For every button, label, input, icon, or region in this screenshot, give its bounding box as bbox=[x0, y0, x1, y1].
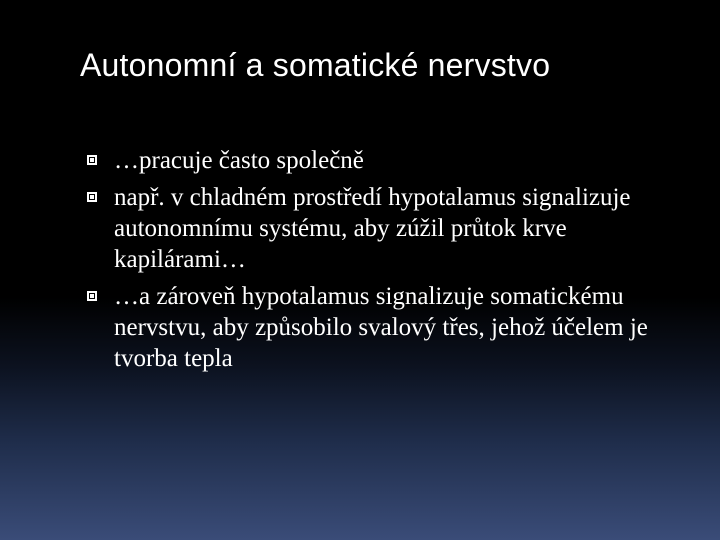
bullet-text: např. v chladném prostředí hypotalamus signalizuje autonomnímu systému, aby zúžil průtok krve kapilárami… bbox=[114, 184, 631, 273]
slide-title: Autonomní a somatické nervstvo bbox=[80, 47, 551, 83]
bullet-list bbox=[86, 145, 686, 380]
bullet-item bbox=[86, 281, 686, 374]
bullet-text: …a zároveň hypotalamus signalizuje somatickému nervstvu, aby způsobilo svalový třes, jehož účelem je tvorba tepla bbox=[114, 283, 648, 372]
bullet-item bbox=[86, 182, 686, 275]
square-bullet-icon bbox=[86, 154, 98, 166]
square-bullet-icon bbox=[86, 290, 98, 302]
bullet-text: …pracuje často společně bbox=[114, 147, 364, 174]
bullet-item bbox=[86, 145, 686, 176]
square-bullet-icon bbox=[86, 191, 98, 203]
